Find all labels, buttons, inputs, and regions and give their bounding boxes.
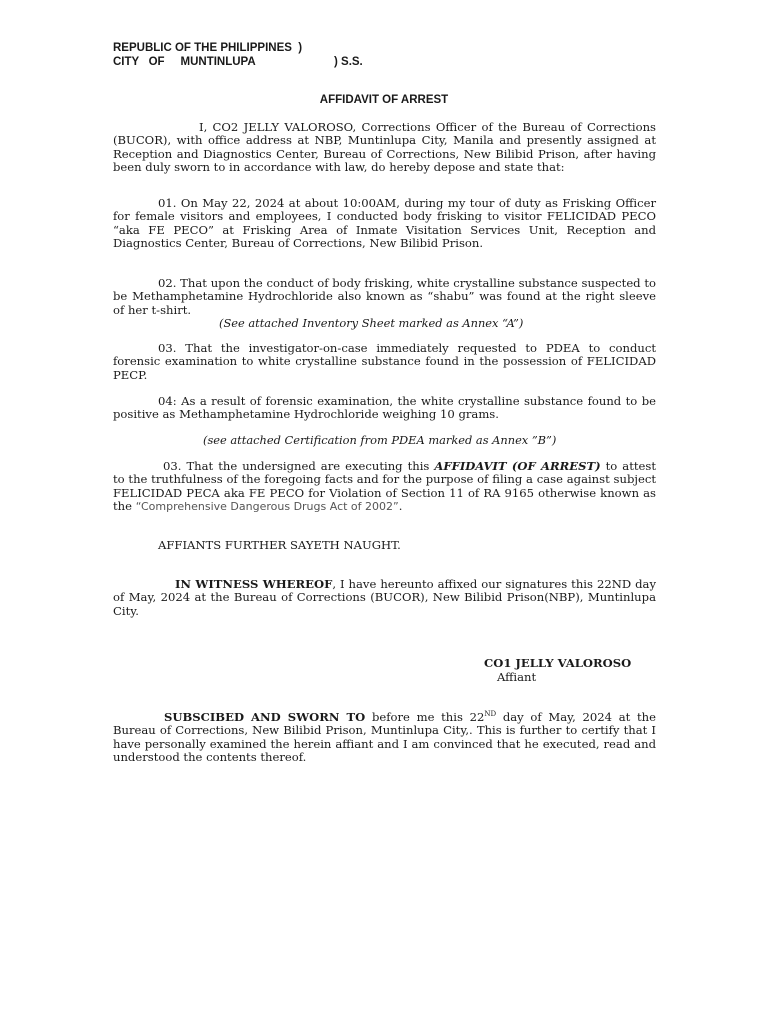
witness-text: , I have hereunto affixed our signatures this 22ND day of May, 2024 at the Bureau of Corrections (BUCOR), New Bilibid Prison(NBP), Muntinlupa City.	[113, 577, 657, 618]
of-arrest-emphasis: OF ARREST)	[517, 459, 601, 473]
witness-heading: IN WITNESS WHEREOF	[175, 577, 333, 591]
paragraph-05-lead: 03. That the undersigned are executing this	[163, 459, 435, 473]
header-republic: REPUBLIC OF THE PHILIPPINES )	[113, 42, 303, 54]
paragraph-04: 04: As a result of forensic examination, the white crystalline substance found to be positive as Methamphetamine Hydrochloride weighing 10 grams.	[113, 394, 656, 422]
affiant-role: Affiant	[497, 670, 537, 684]
jurat-text-2: day of May, 2024 at the Bureau of Corrections, New Bilibid Prison, Muntinlupa City,. This is further to certify that I have personally examined the herein affiant and I am convinced that he executed, read and understood the contents thereof.	[113, 710, 657, 765]
jurat-paragraph	[113, 711, 656, 765]
header-city: CITY OF MUNTINLUPA	[113, 56, 256, 68]
annex-b-note: (see attached Certification from PDEA marked as Annex ”B”)	[203, 433, 557, 447]
jurat-text-1: before me this 22	[365, 710, 485, 724]
jurat-ordinal: ND	[484, 710, 497, 719]
intro-paragraph: I, CO2 JELLY VALOROSO, Corrections Officer of the Bureau of Corrections (BUCOR), with office address at NBP, Muntinlupa City, Manila and presently assigned at Reception and Diagnostics Center, Bureau of Corrections, New Bilibid Prison, after having been duly sworn to in accordance with law, do hereby depose and state that:	[113, 120, 656, 175]
paragraph-05-end: .	[398, 499, 403, 514]
jurat-heading: SUBSCIBED AND SWORN TO	[164, 710, 366, 724]
affiant-name: CO1 JELLY VALOROSO	[484, 656, 632, 670]
annex-a-note: (See attached Inventory Sheet marked as Annex “A”)	[219, 316, 524, 330]
act-title: “Comprehensive Dangerous Drugs Act of 2002”	[135, 500, 399, 514]
paragraph-02: 02. That upon the conduct of body frisking, white crystalline substance suspected to be Methamphetamine Hydrochloride also known as “shabu” was found at the right sleeve of her t-shirt.	[113, 276, 656, 317]
affiants-statement: AFFIANTS FURTHER SAYETH NAUGHT.	[158, 538, 401, 552]
document-title: AFFIDAVIT OF ARREST	[319, 94, 449, 106]
paragraph-05-gap: (	[506, 459, 518, 473]
header-ss: ) S.S.	[334, 56, 363, 68]
witness-paragraph	[113, 578, 656, 618]
paragraph-05-rest: to attest to the truthfulness of the foregoing facts and for the purpose of filing a case against subject FELICIDAD PECA aka FE PECO for Violation of Section 11 of RA 9165 otherwise known as the	[113, 459, 656, 514]
affidavit-emphasis: AFFIDAVIT	[434, 459, 507, 473]
paragraph-01: 01. On May 22, 2024 at about 10:00AM, during my tour of duty as Frisking Officer for female visitors and employees, I conducted body frisking to visitor FELICIDAD PECO “aka FE PECO” at Frisking Area of Inmate Visitation Services Unit, Reception and Diagnostics Center, Bureau of Corrections, New Bilibid Prison.	[113, 196, 656, 251]
paragraph-03: 03. That the investigator-on-case immediately requested to PDEA to conduct forensic examination to white crystalline substance found in the possession of FELICIDAD PECP.	[113, 341, 656, 382]
paragraph-05	[113, 460, 656, 514]
